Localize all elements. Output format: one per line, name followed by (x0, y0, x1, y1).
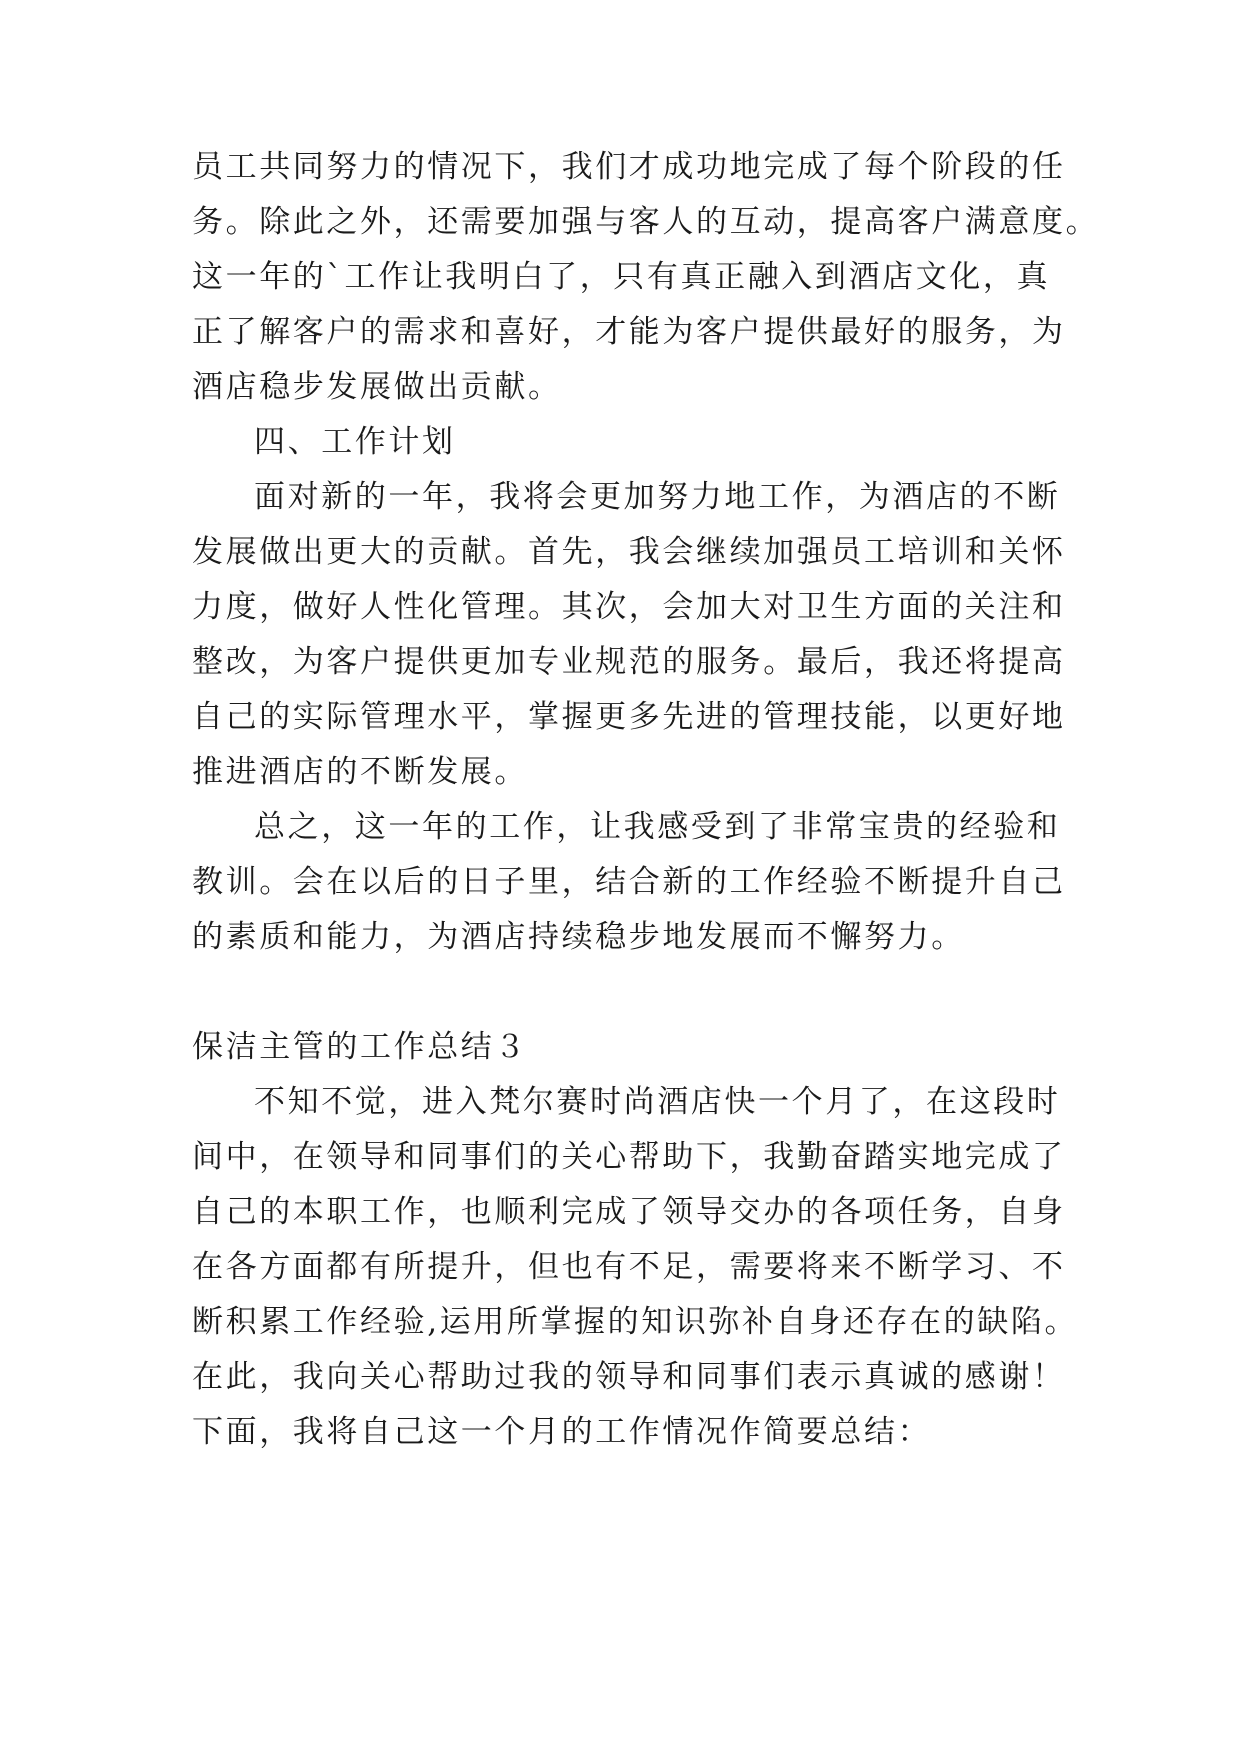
paragraph-line: 自己的本职工作，也顺利完成了领导交办的各项任务，自身 (192, 1194, 1066, 1230)
paragraph-line: 务。除此之外，还需要加强与客人的互动，提高客户满意度。 (192, 204, 1100, 240)
paragraph-line: 力度，做好人性化管理。其次，会加大对卫生方面的关注和 (192, 589, 1066, 625)
paragraph-line: 断积累工作经验,运用所掌握的知识弥补自身还存在的缺陷。 (192, 1304, 1079, 1340)
paragraph-line: 这一年的`工作让我明白了，只有真正融入到酒店文化，真 (192, 259, 1051, 295)
document-title: 保洁主管的工作总结３ (192, 1029, 528, 1065)
paragraph-line: 正了解客户的需求和喜好，才能为客户提供最好的服务，为 (192, 314, 1066, 350)
paragraph-line: 面对新的一年，我将会更加努力地工作，为酒店的不断 (254, 479, 1061, 515)
paragraph-line: 自己的实际管理水平，掌握更多先进的管理技能，以更好地 (192, 699, 1066, 735)
paragraph-line: 总之，这一年的工作，让我感受到了非常宝贵的经验和 (254, 809, 1061, 845)
paragraph-line: 整改，为客户提供更加专业规范的服务。最后，我还将提高 (192, 644, 1066, 680)
paragraph-line: 员工共同努力的情况下，我们才成功地完成了每个阶段的任 (192, 149, 1066, 185)
paragraph-line: 间中，在领导和同事们的关心帮助下，我勤奋踏实地完成了 (192, 1139, 1066, 1175)
paragraph-line: 推进酒店的不断发展。 (192, 754, 528, 790)
section-heading: 四、工作计划 (254, 424, 456, 460)
paragraph-line: 在各方面都有所提升，但也有不足，需要将来不断学习、不 (192, 1249, 1066, 1285)
paragraph-line: 不知不觉，进入梵尔赛时尚酒店快一个月了，在这段时 (254, 1084, 1061, 1120)
paragraph-line: 酒店稳步发展做出贡献。 (192, 369, 562, 405)
paragraph-line: 的素质和能力，为酒店持续稳步地发展而不懈努力。 (192, 919, 965, 955)
paragraph-line: 在此，我向关心帮助过我的领导和同事们表示真诚的感谢！ (192, 1359, 1066, 1395)
paragraph-line: 下面，我将自己这一个月的工作情况作简要总结： (192, 1414, 932, 1450)
paragraph-line: 教训。会在以后的日子里，结合新的工作经验不断提升自己 (192, 864, 1066, 900)
paragraph-line: 发展做出更大的贡献。首先，我会继续加强员工培训和关怀 (192, 534, 1066, 570)
